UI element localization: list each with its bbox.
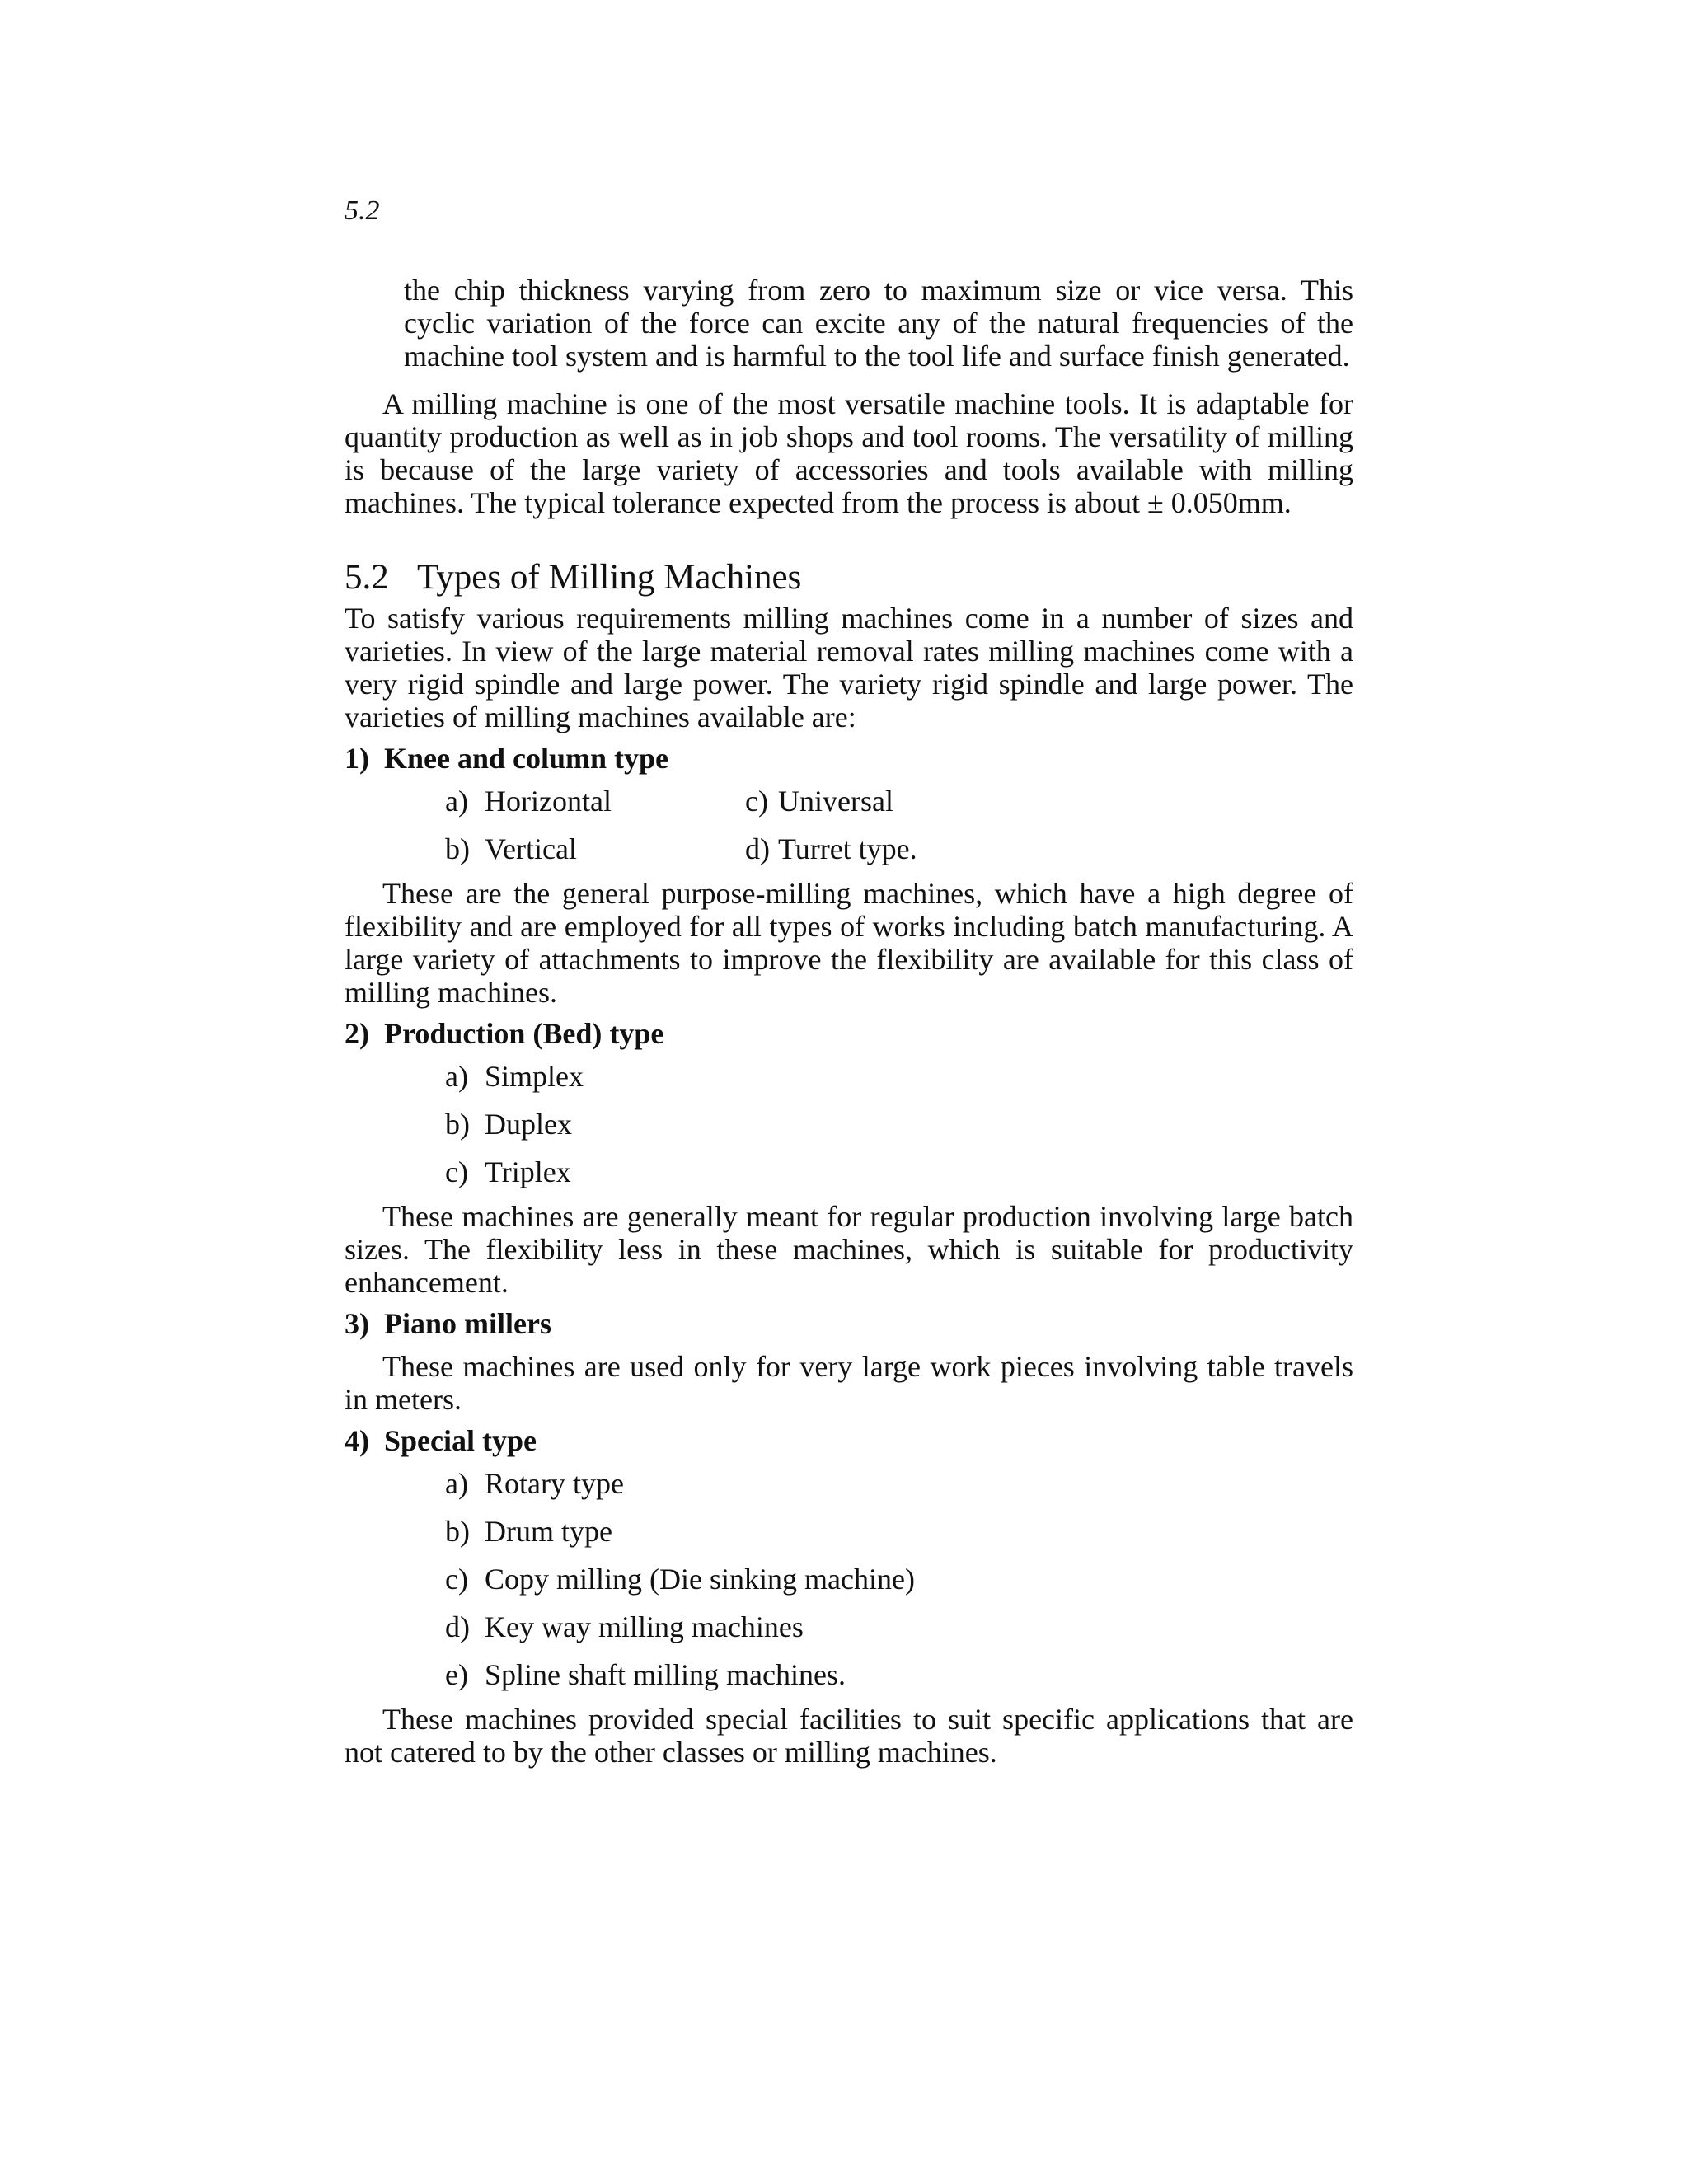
intro-paragraph: A milling machine is one of the most versatile machine tools. It is adaptable for quantity production as well as in job shops and tool rooms. The versatility of milling is because of the large variety of accessories and tools available with milling machines. The typical tolerance expected from the process is about ± 0.050mm. (345, 387, 1353, 519)
knee-column-description: These are the general purpose-milling machines, which have a high degree of flexibility and are employed for all types of works including batch manufacturing. A large variety of attachments to improve the flexibility are available for this class of milling machines. (345, 877, 1353, 1009)
section-heading (345, 557, 1353, 598)
list-item-text: Duplex (485, 1108, 572, 1141)
list-item-text: Spline shaft milling machines. (485, 1658, 846, 1691)
list-marker: a) (445, 785, 468, 818)
list-marker: c) (745, 785, 768, 818)
list-item-text: Key way milling machines (485, 1610, 804, 1643)
special-type-variants (445, 1467, 1353, 1691)
list-item-text: Horizontal (485, 785, 612, 818)
list-marker: d) (745, 832, 770, 865)
list-item (445, 1108, 1353, 1141)
section-intro: To satisfy various requirements milling machines come in a number of sizes and varieties. In view of the large material removal rates milling machines come with a very rigid spindle and large power. The variety rigid spindle and large power. The varieties of milling machines available are: (345, 602, 1353, 733)
special-type-description: These machines provided special facilities to suit specific applications that are not catered to by the other classes or milling machines. (345, 1703, 1353, 1769)
list-item (445, 1467, 1353, 1500)
type-title: Knee and column type (384, 742, 669, 775)
production-bed-variants (445, 1060, 1353, 1188)
list-marker: c) (445, 1155, 468, 1188)
list-item-text: Vertical (485, 832, 577, 865)
list-item (445, 1515, 1353, 1548)
continued-paragraph: the chip thickness varying from zero to maximum size or vice versa. This cyclic variation of the force can excite any of the natural frequencies of the machine tool system and is harmful to the tool life and surface finish generated. (404, 274, 1353, 373)
list-marker: a) (445, 1060, 468, 1093)
list-item-text: Universal (778, 785, 893, 818)
piano-millers-description: These machines are used only for very large work pieces involving table travels in meters. (345, 1350, 1353, 1416)
type-number: 2) (345, 1017, 369, 1050)
section-title: Types of Milling Machines (417, 558, 802, 597)
list-item-text: Drum type (485, 1515, 612, 1548)
list-item (445, 785, 745, 818)
list-item (745, 785, 1009, 818)
list-marker: b) (445, 1515, 470, 1548)
section-number: 5.2 (345, 558, 389, 597)
list-item-text: Copy milling (Die sinking machine) (485, 1563, 915, 1596)
type-title: Piano millers (384, 1307, 551, 1340)
list-item (445, 832, 745, 865)
list-item (445, 1658, 1353, 1691)
list-marker: a) (445, 1467, 468, 1500)
list-marker: c) (445, 1563, 468, 1596)
type-number: 3) (345, 1307, 369, 1340)
type-title: Production (Bed) type (384, 1017, 664, 1050)
list-marker: d) (445, 1610, 470, 1643)
list-marker: b) (445, 1108, 470, 1141)
type-number: 4) (345, 1424, 369, 1457)
list-item-text: Rotary type (485, 1467, 624, 1500)
type-number: 1) (345, 742, 369, 775)
list-item (445, 1610, 1353, 1643)
type-heading-special (345, 1424, 1353, 1457)
type-heading-knee-column (345, 742, 1353, 775)
list-marker: b) (445, 832, 470, 865)
list-item (445, 1563, 1353, 1596)
list-item (445, 1060, 1353, 1093)
list-marker: e) (445, 1658, 468, 1691)
page-number: 5.2 (345, 195, 380, 226)
knee-column-variants (445, 785, 1353, 865)
production-bed-description: These machines are generally meant for regular production involving large batch sizes. The flexibility less in these machines, which is suitable for productivity enhancement. (345, 1200, 1353, 1299)
list-item (445, 1155, 1353, 1188)
type-heading-piano-millers (345, 1307, 1353, 1340)
list-item-text: Turret type. (778, 832, 917, 865)
type-title: Special type (384, 1424, 537, 1457)
list-item-text: Simplex (485, 1060, 584, 1093)
page-content (345, 274, 1353, 1777)
list-item-text: Triplex (485, 1155, 571, 1188)
type-heading-production-bed (345, 1017, 1353, 1050)
list-item (745, 832, 1009, 865)
